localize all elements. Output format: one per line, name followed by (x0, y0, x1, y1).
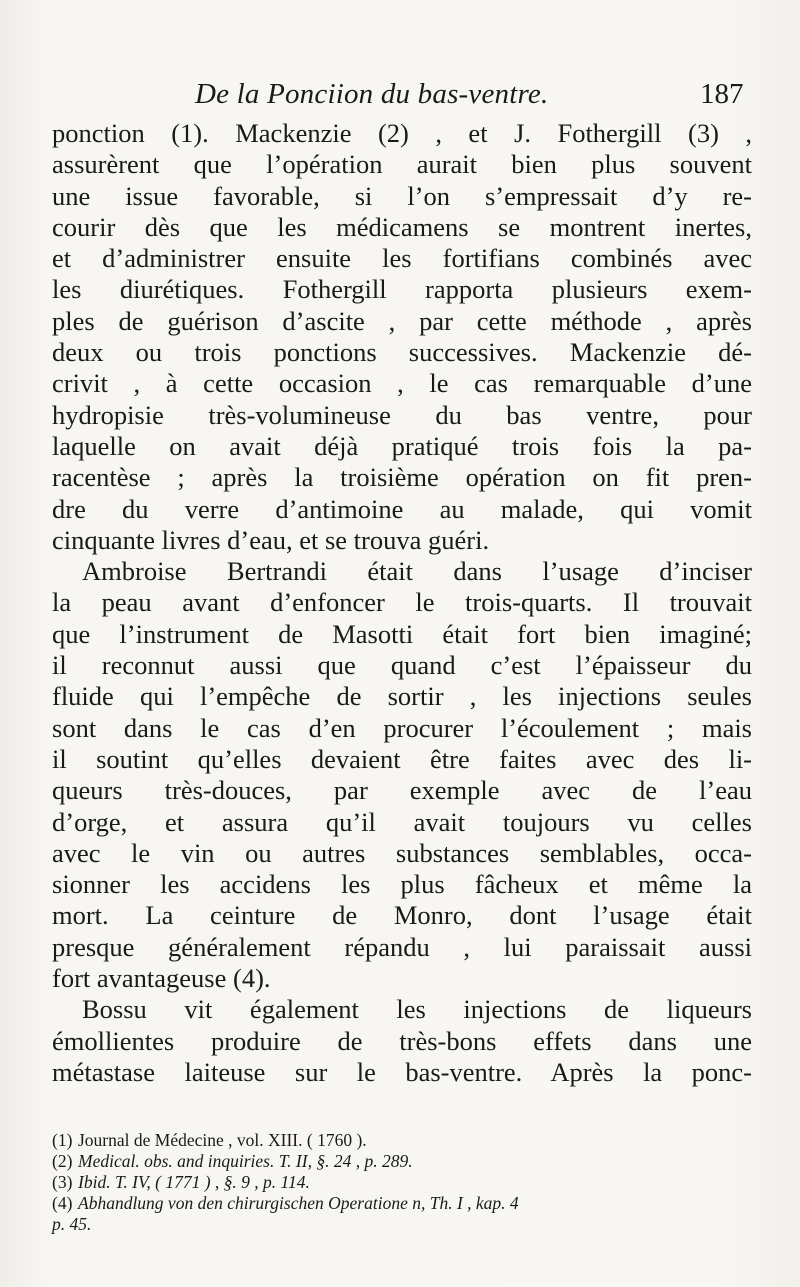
body-text (52, 118, 752, 1088)
text-line: cinquante livres d’eau, et se trouva guéri. (52, 524, 490, 555)
text-line: laquelle on avait déjà pratiqué trois fois la pa- (52, 430, 752, 461)
text-line: assurèrent que l’opération aurait bien plus souvent (52, 149, 752, 180)
text-line: sionner les accidens les plus fâcheux et même la (52, 869, 752, 900)
text-line: sont dans le cas d’en procurer l’écoulement ; mais (52, 712, 752, 743)
footnote-number: (3) (52, 1172, 73, 1192)
text-line: il soutint qu’elles devaient être faites avec des li- (52, 743, 752, 774)
running-title: De la Ponciion du bas-ventre. (195, 78, 549, 110)
footnote-text: Ibid. T. IV, ( 1771 ) , §. 9 , p. 114. (78, 1172, 310, 1192)
footnote-text: Medical. obs. and inquiries. T. II, §. 24 , p. 289. (78, 1151, 413, 1171)
paragraph-start-line: Bossu vit également les injections de liqueurs (82, 994, 752, 1025)
text-line: racentèse ; après la troisième opération on fit pren- (52, 462, 752, 493)
text-line: deux ou trois ponctions successives. Mackenzie dé- (52, 337, 752, 368)
text-line: une issue favorable, si l’on s’empressait d’y re- (52, 180, 752, 211)
paragraph-start-line: Ambroise Bertrandi était dans l’usage d’inciser (82, 556, 752, 587)
page-number: 187 (700, 78, 744, 110)
text-line: les diurétiques. Fothergill rapporta plusieurs exem- (52, 274, 752, 305)
footnote-number: (2) (52, 1151, 73, 1171)
text-line: crivit , à cette occasion , le cas remarquable d’une (52, 368, 752, 399)
text-line: queurs très-douces, par exemple avec de l’eau (52, 775, 752, 806)
text-line: émollientes produire de très-bons effets dans une (52, 1025, 752, 1056)
footnote (52, 1172, 752, 1193)
text-line: avec le vin ou autres substances semblables, occa- (52, 837, 752, 868)
text-line: mort. La ceinture de Monro, dont l’usage était (52, 900, 752, 931)
footnote-number: (1) (52, 1130, 73, 1150)
text-line: il reconnut aussi que quand c’est l’épaisseur du (52, 650, 752, 681)
text-line: et d’administrer ensuite les fortifians combinés avec (52, 243, 752, 274)
text-line: que l’instrument de Masotti était fort bien imaginé; (52, 618, 752, 649)
text-line: dre du verre d’antimoine au malade, qui vomit (52, 493, 752, 524)
text-line: ples de guérison d’ascite , par cette méthode , après (52, 305, 752, 336)
footnote (52, 1193, 752, 1214)
text-line: fluide qui l’empêche de sortir , les injections seules (52, 681, 752, 712)
footnote-text: Abhandlung von den chirurgischen Operatione n, Th. I , kap. 4 (78, 1193, 519, 1213)
text-line: courir dès que les médicamens se montrent inertes, (52, 211, 752, 242)
text-line: la peau avant d’enfoncer le trois-quarts. Il trouvait (52, 587, 752, 618)
text-line: presque généralement répandu , lui paraissait aussi (52, 931, 752, 962)
text-line: hydropisie très-volumineuse du bas ventre, pour (52, 399, 752, 430)
text-line: fort avantageuse (4). (52, 963, 271, 994)
footnote-text: Journal de Médecine , vol. XIII. ( 1760 ). (78, 1130, 367, 1150)
page-header (0, 70, 800, 120)
footnote-continuation (52, 1214, 752, 1235)
footnote (52, 1130, 752, 1151)
text-line: d’orge, et assura qu’il avait toujours vu celles (52, 806, 752, 837)
footnotes (52, 1130, 752, 1235)
footnote-number: (4) (52, 1193, 73, 1213)
text-line: ponction (1). Mackenzie (2) , et J. Fothergill (3) , (52, 118, 752, 148)
text-line: métastase laiteuse sur le bas-ventre. Après la ponc- (52, 1056, 752, 1087)
footnote (52, 1151, 752, 1172)
footnote-text: p. 45. (52, 1214, 92, 1234)
